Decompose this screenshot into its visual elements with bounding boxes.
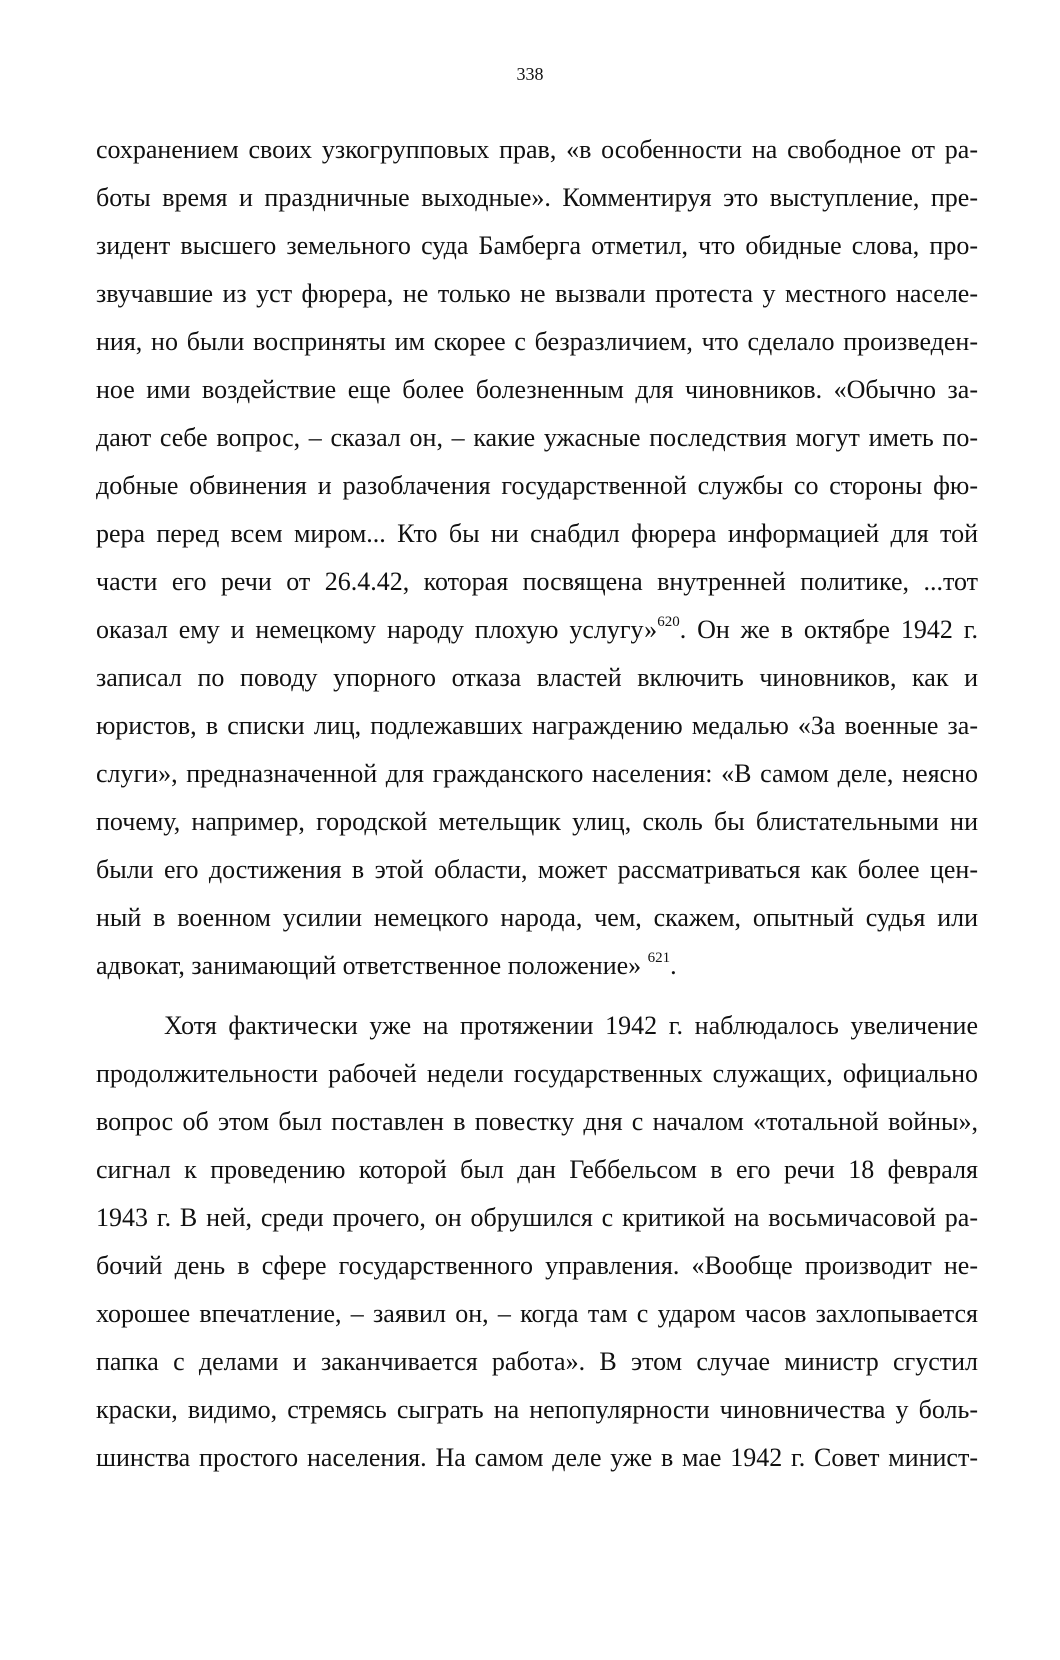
text-segment: . Он же в октябре 1942 г.: [679, 615, 978, 644]
text-line: зидент высшего земельного суда Бамберга отметил, что обидные слова, про-: [96, 231, 978, 260]
footnote-marker[interactable]: 620: [657, 614, 680, 631]
text-line: дают себе вопрос, – сказал он, – какие ужасные последствия могут иметь по-: [96, 423, 978, 452]
paragraph-2: [96, 1002, 978, 1482]
page-number: 338: [516, 64, 544, 84]
body-text: [96, 126, 978, 1482]
text-line: хорошее впечатление, – заявил он, – когда там с ударом часов захлопывается: [96, 1299, 978, 1328]
text-line: были его достижения в этой области, может рассматриваться как более цен-: [96, 855, 978, 884]
text-line: записал по поводу упорного отказа властей включить чиновников, как и: [96, 663, 978, 692]
text-line: рера перед всем миром... Кто бы ни снабдил фюрера информацией для той: [96, 519, 978, 548]
text-line: вопрос об этом был поставлен в повестку дня с началом «тотальной войны»,: [96, 1107, 978, 1136]
text-line-with-footnote: [96, 606, 978, 654]
text-line: ный в военном усилии немецкого народа, чем, скажем, опытный судья или: [96, 903, 978, 932]
text-segment: оказал ему и немецкому народу плохую услугу»: [96, 615, 658, 644]
text-segment: .: [670, 951, 677, 980]
text-line: добные обвинения и разоблачения государственной службы со стороны фю-: [96, 471, 978, 500]
text-line: части его речи от 26.4.42, которая посвящена внутренней политике, ...тот: [96, 567, 978, 596]
text-line: почему, например, городской метельщик улиц, сколь бы блистательными ни: [96, 807, 978, 836]
text-segment: адвокат, занимающий ответственное положение»: [96, 951, 648, 980]
text-line: 1943 г. В ней, среди прочего, он обрушился с критикой на восьмичасовой ра-: [96, 1203, 978, 1232]
text-line: слуги», предназначенной для гражданского населения: «В самом деле, неясно: [96, 759, 978, 788]
paragraph-spacer: [96, 990, 978, 1002]
text-line: шинства простого населения. На самом деле уже в мае 1942 г. Совет минист-: [96, 1443, 978, 1472]
text-line: бочий день в сфере государственного управления. «Вообще производит не-: [96, 1251, 978, 1280]
text-line: ния, но были восприняты им скорее с безразличием, что сделало произведен-: [96, 327, 978, 356]
text-line: боты время и праздничные выходные». Комментируя это выступление, пре-: [96, 183, 978, 212]
text-line: звучавшие из уст фюрера, не только не вызвали протеста у местного населе-: [96, 279, 978, 308]
text-line: Хотя фактически уже на протяжении 1942 г. наблюдалось увеличение: [164, 1011, 978, 1040]
text-line: сохранением своих узкогрупповых прав, «в особенности на свободное от ра-: [96, 135, 978, 164]
footnote-marker[interactable]: 621: [647, 950, 671, 967]
text-line: продолжительности рабочей недели государственных служащих, официально: [96, 1059, 978, 1088]
text-line: папка с делами и заканчивается работа». В этом случае министр сгустил: [96, 1347, 978, 1376]
text-line: юристов, в списки лиц, подлежавших награждению медалью «За военные за-: [96, 711, 978, 740]
text-line: ное ими воздействие еще более болезненным для чиновников. «Обычно за-: [96, 375, 978, 404]
text-line: краски, видимо, стремясь сыграть на непопулярности чиновничества у боль-: [96, 1395, 978, 1424]
paragraph-1: [96, 126, 978, 990]
text-line: сигнал к проведению которой был дан Геббельсом в его речи 18 февраля: [96, 1155, 978, 1184]
text-line-with-footnote: [96, 942, 978, 990]
